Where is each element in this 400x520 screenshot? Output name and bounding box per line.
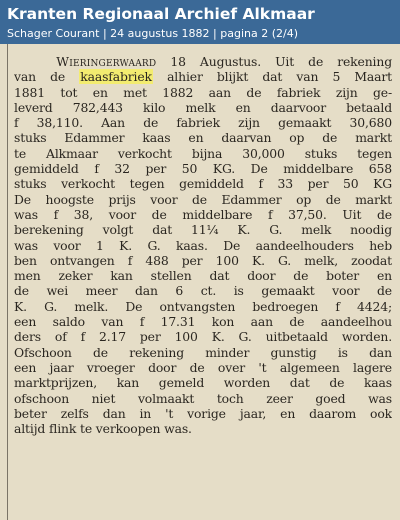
article-line xyxy=(14,54,392,69)
newspaper-info: Schager Courant | 24 augustus 1882 | pagina 2 (2/4) xyxy=(7,27,298,40)
article-line-text: van de xyxy=(14,69,66,85)
article-text xyxy=(14,54,392,436)
article-line: ben ontvangen f 488 per 100 K. G. melk, zoodat xyxy=(14,252,392,268)
article-line: marktprijzen, kan gemeld worden dat de kaas xyxy=(14,375,392,391)
article-line: gemiddeld f 32 per 50 KG. De middelbare 658 xyxy=(14,161,392,177)
article-line: een saldo van f 17.31 kon aan de aandeelhou xyxy=(14,314,392,330)
article-line: leverd 782,443 kilo melk en daarvoor betaald xyxy=(14,99,392,115)
column-rule xyxy=(7,44,8,520)
article-line: f 38,110. Aan de fabriek zijn gemaakt 30,680 xyxy=(14,115,392,131)
search-hit-highlight: kaasfabriek xyxy=(80,69,152,85)
dateline: Wieringerwaard xyxy=(56,54,157,69)
article-line: De hoogste prijs voor de Edammer op de markt xyxy=(14,191,392,207)
article-line: stuks Edammer kaas en daarvan op de markt xyxy=(14,130,392,146)
archive-header xyxy=(0,0,400,44)
article-line: een jaar vroeger door de over 't algemeen lagere xyxy=(14,359,392,375)
article-line: 1881 tot en met 1882 aan de fabriek zijn ge- xyxy=(14,84,392,100)
article-line-text: alhier blijkt dat van 5 Maart xyxy=(167,69,392,85)
article-line: was f 38, voor de middelbare f 37,50. Uit de xyxy=(14,206,392,222)
article-line: berekening volgt dat 11¼ K. G. melk noodig xyxy=(14,222,392,238)
article-line xyxy=(14,69,392,84)
article-line: ofschoon niet volmaakt toch zeer goed was xyxy=(14,390,392,406)
article-line: was voor 1 K. G. kaas. De aandeelhouders heb xyxy=(14,237,392,253)
archive-title[interactable]: Kranten Regionaal Archief Alkmaar xyxy=(7,5,315,23)
article-line: men zeker kan stellen dat door de boter en xyxy=(14,268,392,284)
article-line: ders of f 2.17 per 100 K. G. uitbetaald worden. xyxy=(14,329,392,345)
article-line: K. G. melk. De ontvangsten bedroegen f 4424; xyxy=(14,298,392,314)
article-line: te Alkmaar verkocht bijna 30,000 stuks tegen xyxy=(14,145,392,161)
article-line-text: 18 Augustus. Uit de rekening xyxy=(170,54,392,69)
article-line: stuks verkocht tegen gemiddeld f 33 per 50 KG xyxy=(14,176,392,192)
article-last-line: altijd flink te verkoopen was. xyxy=(14,421,192,437)
article-line: de wei meer dan 6 ct. is gemaakt voor de xyxy=(14,283,392,299)
newspaper-clipping xyxy=(0,44,400,520)
article-line: Ofschoon de rekening minder gunstig is dan xyxy=(14,344,392,360)
article-line: beter zelfs dan in 't vorige jaar, en daarom ook xyxy=(14,405,392,421)
